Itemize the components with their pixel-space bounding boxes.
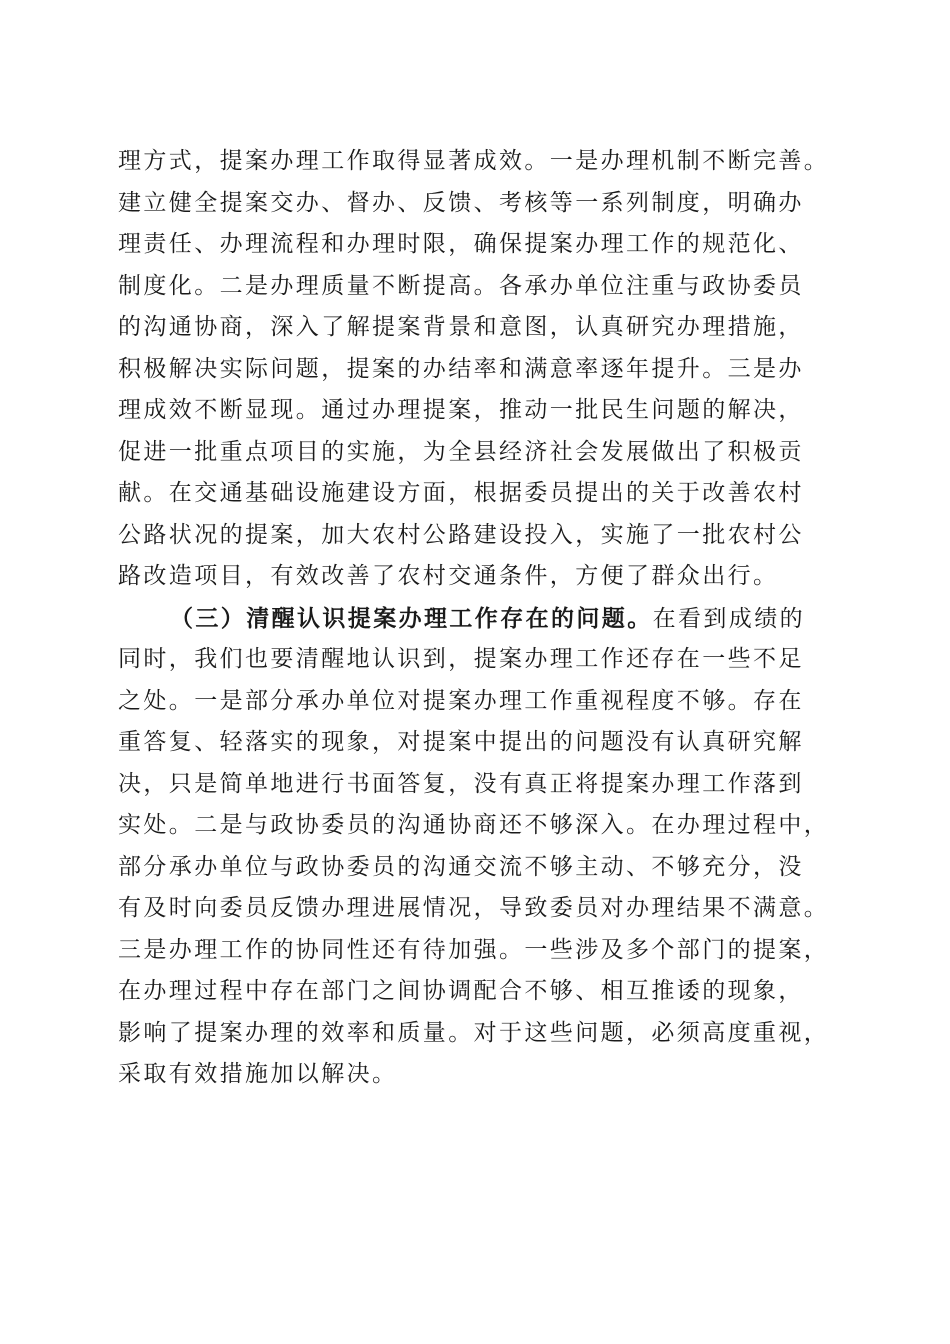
text-line: 同时，我们也要清醒地认识到，提案办理工作还存在一些不足 <box>118 646 804 672</box>
text-line: 理成效不断显现。通过办理提案，推动一批民生问题的解决， <box>118 397 804 423</box>
section-heading: （三）清醒认识提案办理工作存在的问题。 <box>170 604 653 632</box>
text-line: 建立健全提案交办、督办、反馈、考核等一系列制度，明确办 <box>118 189 804 216</box>
text-line: 三是办理工作的协同性还有待加强。一些涉及多个部门的提案， <box>118 936 830 963</box>
text-line: 路改造项目，有效改善了农村交通条件，方便了群众出行。 <box>118 563 779 589</box>
section-heading-line <box>118 598 858 640</box>
text-line: 采取有效措施加以解决。 <box>118 1061 398 1087</box>
paragraph-achievements <box>118 141 858 598</box>
heading-line-continuation: 在看到成绩的 <box>652 605 806 632</box>
text-line: 促进一批重点项目的实施，为全县经济社会发展做出了积极贡 <box>118 438 804 465</box>
text-line: 公路状况的提案，加大农村公路建设投入，实施了一批农村公 <box>118 521 804 548</box>
document-body <box>118 141 858 1096</box>
text-line: 决，只是简单地进行书面答复，没有真正将提案办理工作落到 <box>118 770 804 797</box>
text-line: 实处。二是与政协委员的沟通协商还不够深入。在办理过程中， <box>118 812 830 838</box>
text-line: 理方式，提案办理工作取得显著成效。一是办理机制不断完善。 <box>118 148 830 174</box>
paragraph-problems <box>118 598 858 1096</box>
text-line: 之处。一是部分承办单位对提案办理工作重视程度不够。存在 <box>118 687 804 714</box>
text-line: 制度化。二是办理质量不断提高。各承办单位注重与政协委员 <box>118 272 804 299</box>
text-line: 影响了提案办理的效率和质量。对于这些问题，必须高度重视， <box>118 1019 830 1046</box>
text-line: 部分承办单位与政协委员的沟通交流不够主动、不够充分，没 <box>118 853 804 880</box>
text-line: 有及时向委员反馈办理进展情况，导致委员对办理结果不满意。 <box>118 895 830 921</box>
text-line: 在办理过程中存在部门之间协调配合不够、相互推诿的现象， <box>118 978 804 1004</box>
text-line: 理责任、办理流程和办理时限，确保提案办理工作的规范化、 <box>118 231 804 257</box>
text-line: 积极解决实际问题，提案的办结率和满意率逐年提升。三是办 <box>118 355 804 382</box>
text-line: 的沟通协商，深入了解提案背景和意图，认真研究办理措施， <box>118 314 804 340</box>
text-line: 重答复、轻落实的现象，对提案中提出的问题没有认真研究解 <box>118 729 804 755</box>
text-line: 献。在交通基础设施建设方面，根据委员提出的关于改善农村 <box>118 480 804 506</box>
